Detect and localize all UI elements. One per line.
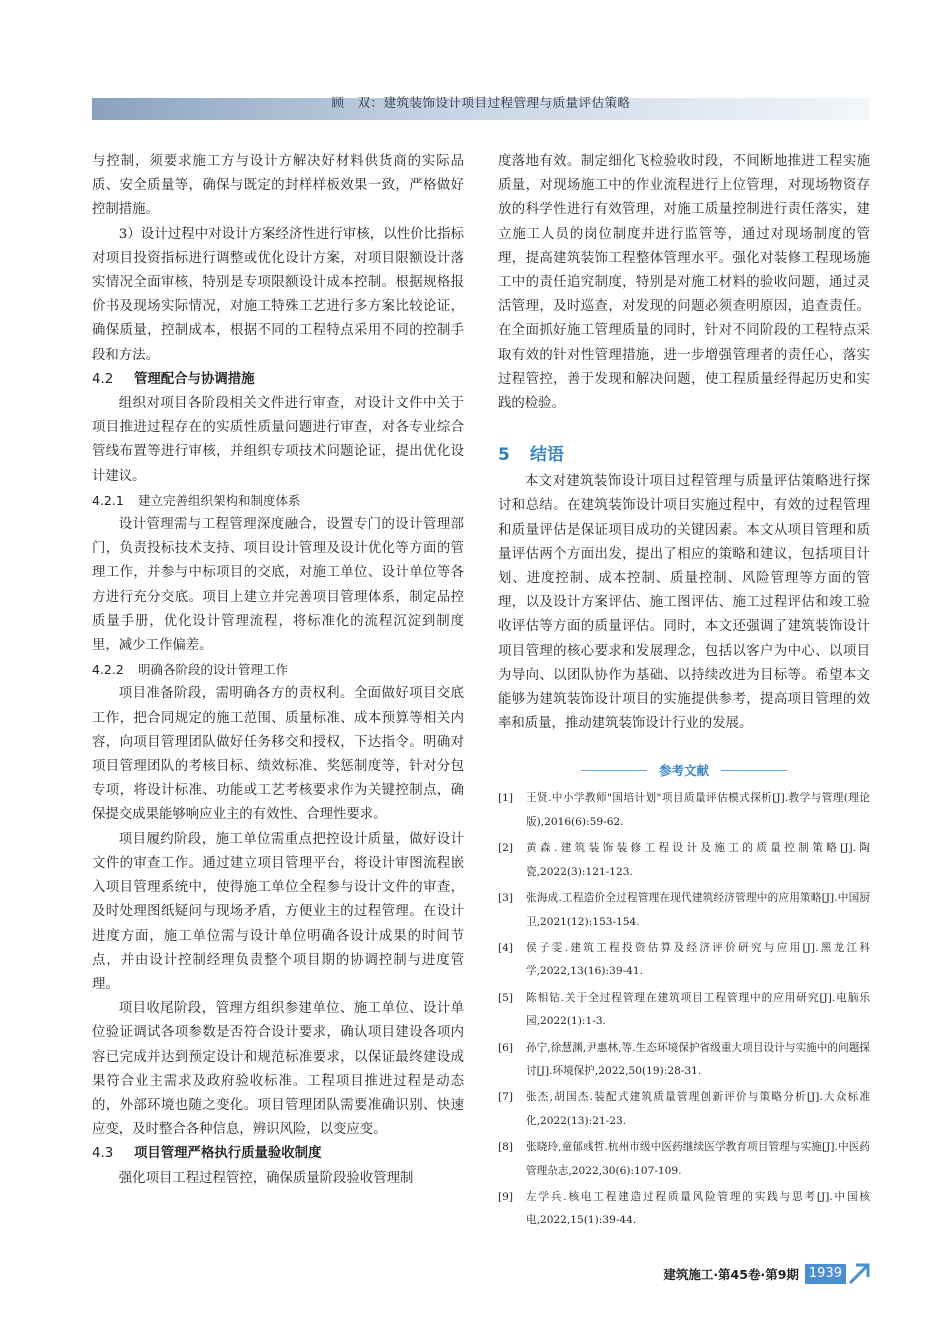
reference-number: [8] — [498, 1141, 514, 1154]
reference-text: 左学兵.核电工程建造过程质量风险管理的实践与思考[J].中国核电,2022,15(1):39-44. — [526, 1190, 870, 1227]
section-number: 4.3 — [92, 1146, 114, 1162]
paragraph: 项目履约阶段，施工单位需重点把控设计质量，做好设计文件的审查工作。通过建立项目管理平台，将设计审图流程嵌入项目管理系统中，使得施工单位全程参与设计文件的审查，及时处理图纸疑问与现场矛盾，方便业主的过程管理。在设计进度方面，施工单位需与设计单位明确各设计成果的时间节点，并由设计控制经理负责整个项目期的协调控制与进度管理。 — [92, 831, 464, 992]
header-title: 顾 双：建筑装饰设计项目过程管理与质量评估策略 — [331, 95, 631, 110]
reference-text: 张海成.工程造价全过程管理在现代建筑经济管理中的应用策略[J].中国厨卫,2021(12):153-154. — [526, 892, 870, 928]
page-number: 1939 — [805, 1264, 846, 1284]
references-heading — [498, 758, 870, 784]
reference-text: 张杰,胡国杰.装配式建筑质量管理创新评价与策略分析[J].大众标准化,2022(13):21-23. — [526, 1091, 870, 1127]
reference-item — [498, 837, 870, 884]
references-title: 参考文献 — [658, 763, 709, 779]
reference-number: [9] — [498, 1190, 514, 1203]
reference-item — [498, 937, 870, 984]
reference-text: 张晓玲,童郁彧哲.杭州市级中医药继续医学教育项目管理与实施[J].中医药管理杂志,2022,30(6):107-109. — [526, 1141, 870, 1177]
page-footer — [663, 1263, 870, 1285]
reference-item — [498, 1037, 870, 1084]
right-column — [498, 150, 870, 1233]
left-column — [92, 150, 464, 1191]
section-title: 结语 — [530, 445, 564, 466]
paragraph: 组织对项目各阶段相关文件进行审查，对设计文件中关于项目推进过程存在的实质性质量问题进行审查，对各专业综合管线布置等进行审核，并组织专项技术问题论证，提出优化设计建议。 — [92, 396, 464, 484]
reference-number: [2] — [498, 842, 514, 855]
reference-item — [498, 1086, 870, 1133]
section-title: 管理配合与协调措施 — [134, 371, 255, 387]
reference-item — [498, 1136, 870, 1183]
corner-arrow-icon — [848, 1263, 870, 1285]
divider-line — [581, 770, 647, 771]
reference-number: [4] — [498, 941, 514, 954]
reference-number: [7] — [498, 1091, 514, 1104]
paragraph: 度落地有效。制定细化飞检验收时段，不间断地推进工程实施质量，对现场施工中的作业流程进行上位管理，对现场物资存放的科学性进行有效管理，对施工质量控制进行责任落实，建立施工人员的岗位制度并进行监管等，通过对现场制度的管理，提高建筑装饰工程整体管理水平。强化对装修工程现场施工中的责任追究制度，特别是对施工材料的验收问题，通过灵活管理，及时巡查，对发现的问题必须查明原因，追查责任。在全面抓好施工管理质量的同时，针对不同阶段的工程特点采取有效的针对性管理措施，进一步增强管理者的责任心，落实过程管控，善于发现和解决问题，使工程质量经得起历史和实践的检验。 — [498, 154, 870, 412]
section-title: 建立完善组织架构和制度体系 — [138, 492, 301, 508]
section-number: 4.2.1 — [92, 492, 124, 508]
journal-issue: 建筑施工·第45卷·第9期 — [663, 1267, 799, 1282]
paragraph: 与控制，须要求施工方与设计方解决好材料供货商的实际品质、安全质量等，确保与既定的封样样板效果一致，严格做好控制措施。 — [92, 154, 464, 218]
subsection-heading-4-2-1 — [92, 489, 464, 513]
paragraph: 项目收尾阶段，管理方组织参建单位、施工单位、设计单位验证调试各项参数是否符合设计要求，确认项目建设各项内容已完成并达到预定设计和规范标准要求，以保证最终建设成果符合业主需求及政府验收标准。工程项目推进过程是动态的，外部环境也随之变化。项目管理团队需要准确识别、快速应变，及时整合各种信息，辨识风险，以变应变。 — [92, 1001, 464, 1138]
reference-text: 王贤.中小学教师"国培计划"项目质量评估模式探析[J].教学与管理(理论版),2016(6):59-62. — [526, 792, 870, 828]
section-number: 4.2.2 — [92, 662, 124, 678]
section-heading-4-3 — [92, 1142, 464, 1166]
reference-item — [498, 987, 870, 1034]
paragraph: 强化项目工程过程管控，确保质量阶段验收管理制 — [118, 1170, 414, 1186]
section-title: 项目管理严格执行质量验收制度 — [134, 1146, 322, 1162]
paragraph: 项目准备阶段，需明确各方的责权利。全面做好项目交底工作，把合同规定的施工范围、质量标准、成本预算等相关内容，向项目管理团队做好任务移交和授权，下达指令。明确对项目管理团队的考核目标、绩效标准、奖惩制度等，针对分包专项，将设计标准、功能或工艺考核要求作为关键控制点，确保提交成果能够响应业主的有效性、合理性要求。 — [92, 686, 464, 823]
section-title: 明确各阶段的设计管理工作 — [138, 662, 289, 678]
reference-number: [1] — [498, 792, 514, 805]
reference-item — [498, 787, 870, 834]
running-header — [92, 86, 870, 120]
section-number: 4.2 — [92, 371, 114, 387]
paragraph: 设计管理需与工程管理深度融合，设置专门的设计管理部门，负责投标技术支持、项目设计管理及设计优化等方面的管理工作，并参与中标项目的交底，对施工单位、设计单位等各方进行充分交底。项目上建立并完善项目管理体系，制定品控质量手册，优化设计管理流程，将标准化的流程沉淀到制度里，减少工作偏差。 — [92, 517, 464, 654]
section-heading-5 — [498, 440, 870, 470]
paragraph: 3）设计过程中对设计方案经济性进行审核，以性价比指标对项目投资指标进行调整或优化设计方案，对项目限额设计落实情况全面审核，特别是专项限额设计成本控制。根据规格报价书及现场实际情况，对施工特殊工艺进行多方案比较论证，确保质量，控制成本，根据不同的工程特点采用不同的控制手段和方法。 — [92, 226, 464, 363]
reference-text: 陈相钻.关于全过程管理在建筑项目工程管理中的应用研究[J].电脑乐园,2022(1):1-3. — [526, 991, 870, 1028]
reference-list — [498, 787, 870, 1232]
reference-number: [3] — [498, 892, 514, 905]
section-heading-4-2 — [92, 368, 464, 392]
section-number: 5 — [498, 445, 510, 466]
reference-text: 孙宁,徐慧渊,尹惠林,等.生态环境保护省级重大项目设计与实施中的问题探讨[J].环境保护,2022,50(19):28-31. — [526, 1041, 870, 1077]
reference-text: 侯子雯.建筑工程投资估算及经济评价研究与应用[J].黑龙江科学,2022,13(16):39-41. — [526, 941, 870, 978]
paragraph: 本文对建筑装饰设计项目过程管理与质量评估策略进行探讨和总结。在建筑装饰设计项目实施过程中，有效的过程管理和质量评估是保证项目成功的关键因素。本文从项目管理和质量评估两个方面出发，提出了相应的策略和建议，包括项目计划、进度控制、成本控制、质量控制、风险管理等方面的管理，以及设计方案评估、施工图评估、施工过程评估和竣工验收评估等方面的质量评估。同时，本文还强调了建筑装饰设计项目管理的核心要求和发展理念，包括以客户为中心、以项目为导向、以团队协作为基础、以持续改进为目标等。希望本文能够为建筑装饰设计项目的实施提供参考，提高项目管理的效率和质量，推动建筑装饰设计行业的发展。 — [498, 474, 870, 732]
divider-line — [721, 770, 787, 771]
reference-item — [498, 1186, 870, 1233]
reference-number: [6] — [498, 1041, 514, 1054]
reference-text: 黄森.建筑装饰装修工程设计及施工的质量控制策略[J].陶瓷,2022(3):121-123. — [526, 842, 870, 878]
reference-number: [5] — [498, 991, 514, 1004]
reference-item — [498, 887, 870, 934]
subsection-heading-4-2-2 — [92, 658, 464, 682]
